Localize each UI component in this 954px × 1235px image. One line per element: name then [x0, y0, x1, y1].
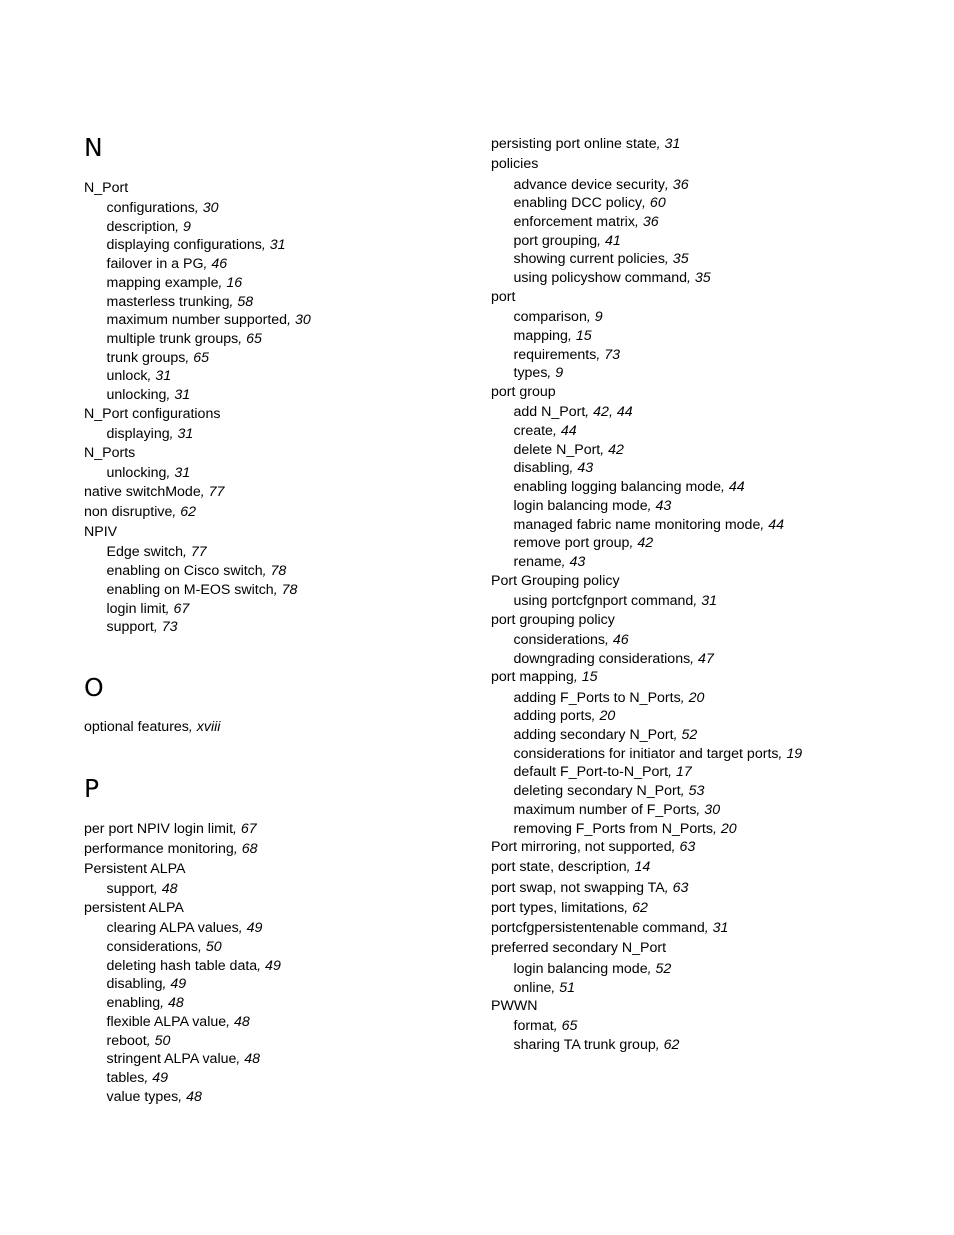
index-letter-heading: N	[84, 133, 103, 162]
page-reference: , 44	[720, 479, 745, 495]
page-reference: , 30	[194, 200, 219, 216]
page-reference: , 17	[668, 764, 692, 780]
index-term: deleting hash table data	[106, 958, 258, 974]
page-reference: , 48	[160, 995, 184, 1011]
index-term: comparison	[513, 309, 587, 325]
page-reference: , 73	[153, 619, 178, 635]
index-term: port swap, not swapping TA	[491, 880, 665, 896]
index-subentry	[107, 1088, 202, 1106]
page-reference: , 31	[169, 426, 194, 442]
index-term: login balancing mode	[513, 961, 648, 977]
index-term: Port Grouping policy	[491, 573, 620, 589]
index-term: reboot	[106, 1033, 147, 1049]
index-subentry	[514, 327, 592, 345]
page-reference: , 48	[226, 1014, 250, 1030]
page-reference: , 73	[596, 347, 620, 363]
page-reference: , 46	[203, 256, 228, 272]
index-subentry	[107, 618, 178, 636]
index-subentry	[514, 553, 586, 571]
index-term: policies	[491, 156, 539, 172]
index-term: multiple trunk groups	[106, 331, 239, 347]
index-term: PWWN	[491, 998, 538, 1014]
index-subentry	[107, 236, 286, 254]
index-entry	[84, 860, 185, 878]
page-reference: , 67	[165, 601, 190, 617]
index-entry	[84, 503, 196, 521]
page-reference: , 19	[778, 746, 803, 762]
index-term: N_Ports	[84, 445, 136, 461]
index-term: tables	[106, 1070, 145, 1086]
index-entry	[84, 444, 135, 462]
page-reference: , 62	[172, 504, 197, 520]
index-subentry	[514, 516, 785, 534]
page-reference: , 48	[236, 1051, 261, 1067]
index-term: login balancing mode	[513, 498, 648, 514]
page-reference: , 52	[673, 727, 698, 743]
page-reference: , 50	[146, 1033, 171, 1049]
index-entry	[491, 919, 728, 937]
page-reference: , 52	[647, 961, 672, 977]
page-reference: , 43	[561, 554, 586, 570]
index-term: masterless trunking	[106, 294, 230, 310]
index-subentry	[107, 1050, 261, 1068]
index-term: sharing TA trunk group	[513, 1037, 656, 1053]
index-term: port mapping	[491, 669, 574, 685]
page-reference: , 49	[238, 920, 263, 936]
index-term: using portcfgnport command	[513, 593, 694, 609]
index-entry	[491, 997, 538, 1015]
index-letter-heading: O	[84, 673, 104, 702]
index-subentry	[514, 459, 594, 477]
index-term: optional features	[84, 719, 189, 735]
index-subentry	[107, 464, 191, 482]
page-reference: , 65	[553, 1018, 578, 1034]
index-term: per port NPIV login limit	[84, 821, 234, 837]
page-reference: , 16	[218, 275, 243, 291]
page-reference: , 31	[166, 387, 191, 403]
index-subentry	[514, 364, 564, 382]
index-term: adding ports	[513, 708, 592, 724]
index-subentry	[514, 1017, 578, 1035]
index-subentry	[514, 1036, 680, 1054]
page-reference: , 62	[624, 900, 648, 916]
page-reference: , 31	[693, 593, 717, 609]
page-reference: , 42	[600, 442, 624, 458]
index-term: unlocking	[106, 387, 167, 403]
index-subentry	[107, 349, 210, 367]
page-reference: , 31	[147, 368, 172, 384]
page-reference: , 67	[233, 821, 257, 837]
index-subentry	[107, 543, 207, 561]
index-term: disabling	[106, 976, 163, 992]
index-term: trunk groups	[106, 350, 186, 366]
index-entry	[491, 155, 538, 173]
page-reference: , 20	[591, 708, 616, 724]
index-term: description	[106, 219, 176, 235]
index-term: adding secondary N_Port	[513, 727, 674, 743]
index-term: considerations for initiator and target ports	[513, 746, 779, 762]
page-reference: , 78	[273, 582, 298, 598]
index-subentry	[514, 650, 714, 668]
index-subentry	[107, 919, 263, 937]
index-term: rename	[513, 554, 562, 570]
index-subentry	[514, 782, 705, 800]
index-subentry	[514, 592, 717, 610]
index-term: persistent ALPA	[84, 900, 184, 916]
index-subentry	[107, 1013, 250, 1031]
index-subentry	[514, 820, 737, 838]
index-subentry	[514, 689, 705, 707]
index-entry	[84, 899, 184, 917]
index-term: considerations	[106, 939, 198, 955]
index-letter-heading: P	[84, 774, 100, 803]
index-term: native switchMode	[84, 484, 201, 500]
page-reference: , 68	[233, 841, 258, 857]
index-subentry	[107, 600, 190, 618]
index-subentry	[514, 213, 659, 231]
page-reference: , 50	[198, 939, 222, 955]
index-entry	[491, 288, 515, 306]
page-reference: , 35	[687, 270, 711, 286]
index-subentry	[107, 311, 311, 329]
index-term: deleting secondary N_Port	[513, 783, 681, 799]
index-entry	[491, 572, 620, 590]
page-reference: , 43	[569, 460, 594, 476]
index-subentry	[514, 232, 621, 250]
page-reference: , 77	[183, 544, 207, 560]
index-subentry	[514, 979, 576, 997]
index-term: considerations	[513, 632, 605, 648]
index-entry	[84, 718, 220, 736]
index-term: online	[513, 980, 552, 996]
index-subentry	[107, 367, 172, 385]
page-reference: , 9	[547, 365, 564, 381]
page-reference: , 62	[655, 1037, 680, 1053]
page-reference: , 9	[175, 219, 191, 235]
index-subentry	[107, 330, 262, 348]
index-term: N_Port configurations	[84, 406, 221, 422]
page-reference: , 65	[238, 331, 262, 347]
index-entry	[491, 879, 688, 897]
index-subentry	[107, 293, 254, 311]
index-subentry	[514, 308, 603, 326]
index-entry	[491, 899, 648, 917]
page-reference: , 15	[573, 669, 598, 685]
index-subentry	[514, 763, 692, 781]
page-reference: , 30	[696, 802, 721, 818]
index-term: non disruptive	[84, 504, 173, 520]
index-term: removing F_Ports from N_Ports	[513, 821, 713, 837]
index-subentry	[514, 250, 689, 268]
index-subentry	[514, 960, 672, 978]
index-term: port types, limitations	[491, 900, 625, 916]
page-reference: , 47	[690, 651, 714, 667]
index-subentry	[514, 478, 745, 496]
index-subentry	[107, 994, 184, 1012]
index-term: add N_Port	[513, 404, 586, 420]
index-subentry	[107, 1032, 171, 1050]
index-term: support	[106, 881, 154, 897]
page-reference: , 48	[153, 881, 178, 897]
index-subentry	[514, 403, 633, 421]
index-term: failover in a PG	[106, 256, 204, 272]
index-term: Edge switch	[106, 544, 183, 560]
index-entry	[491, 611, 615, 629]
index-term: mapping	[513, 328, 568, 344]
index-term: maximum number of F_Ports	[513, 802, 697, 818]
index-subentry	[107, 386, 191, 404]
index-term: port	[491, 289, 516, 305]
page-reference: , 46	[605, 632, 629, 648]
index-term: port group	[491, 384, 556, 400]
index-subentry	[107, 581, 298, 599]
page-reference: , 49	[144, 1070, 169, 1086]
index-term: maximum number supported	[106, 312, 288, 328]
index-entry	[84, 523, 117, 541]
index-entry	[84, 405, 220, 423]
index-subentry	[514, 707, 616, 725]
index-term: persisting port online state	[491, 136, 657, 152]
page-reference: , 36	[664, 177, 689, 193]
index-subentry	[514, 801, 721, 819]
index-entry	[491, 668, 597, 686]
index-term: clearing ALPA values	[106, 920, 239, 936]
page-reference: , 42, 44	[585, 404, 633, 420]
index-subentry	[107, 1069, 169, 1087]
index-term: stringent ALPA value	[106, 1051, 237, 1067]
index-term: advance device security	[513, 177, 665, 193]
index-term: adding F_Ports to N_Ports	[513, 690, 681, 706]
index-subentry	[107, 562, 287, 580]
index-term: preferred secondary N_Port	[491, 940, 667, 956]
index-term: portcfgpersistentenable command	[491, 920, 705, 936]
page-reference: , 77	[200, 484, 225, 500]
index-term: performance monitoring	[84, 841, 234, 857]
index-term: showing current policies	[513, 251, 665, 267]
index-term: create	[513, 423, 553, 439]
index-term: enabling on M-EOS switch	[106, 582, 274, 598]
index-term: port grouping policy	[491, 612, 615, 628]
index-entry	[491, 383, 556, 401]
index-entry	[491, 135, 680, 153]
index-entry	[84, 840, 258, 858]
index-subentry	[514, 176, 689, 194]
page-reference: , 44	[760, 517, 785, 533]
index-term: downgrading considerations	[513, 651, 691, 667]
index-subentry	[107, 425, 194, 443]
index-entry	[84, 179, 128, 197]
index-term: displaying	[106, 426, 170, 442]
index-subentry	[107, 975, 187, 993]
index-subentry	[107, 218, 191, 236]
page-reference: , 63	[671, 839, 696, 855]
page-reference: , 53	[680, 783, 705, 799]
index-entry	[491, 939, 666, 957]
index-term: unlocking	[106, 465, 167, 481]
index-term: delete N_Port	[513, 442, 601, 458]
page-reference: , 44	[552, 423, 577, 439]
index-term: NPIV	[84, 524, 118, 540]
page-reference: , 58	[229, 294, 254, 310]
index-subentry	[514, 745, 803, 763]
page-reference: , 49	[162, 976, 187, 992]
index-term: remove port group	[513, 535, 630, 551]
index-subentry	[107, 274, 243, 292]
index-term: port state, description	[491, 859, 627, 875]
page-reference: , 9	[586, 309, 603, 325]
page-reference: , 30	[287, 312, 311, 328]
page-reference: , 51	[551, 980, 576, 996]
index-term: port grouping	[513, 233, 598, 249]
index-subentry	[107, 938, 222, 956]
index-term: types	[513, 365, 548, 381]
index-term: enabling	[106, 995, 161, 1011]
index-term: Port mirroring, not supported	[491, 839, 672, 855]
index-term: N_Port	[84, 180, 129, 196]
index-entry	[491, 858, 650, 876]
index-subentry	[514, 631, 629, 649]
index-term: mapping example	[106, 275, 219, 291]
index-term: default F_Port-to-N_Port	[513, 764, 669, 780]
index-term: managed fabric name monitoring mode	[513, 517, 761, 533]
index-subentry	[514, 194, 666, 212]
index-subentry	[514, 422, 577, 440]
page-reference: , 14	[626, 859, 651, 875]
index-term: value types	[106, 1089, 179, 1105]
index-term: Persistent ALPA	[84, 861, 186, 877]
page-reference: , 60	[642, 195, 666, 211]
page-reference: , 42	[629, 535, 654, 551]
index-subentry	[107, 255, 228, 273]
index-subentry	[514, 726, 698, 744]
index-term: login limit	[106, 601, 166, 617]
page-reference: , 31	[704, 920, 729, 936]
index-term: using policyshow command	[513, 270, 687, 286]
index-term: enabling DCC policy	[513, 195, 643, 211]
index-subentry	[107, 199, 219, 217]
page-reference: , 41	[597, 233, 621, 249]
page-reference: , 48	[178, 1089, 202, 1105]
page-reference: , xviii	[188, 719, 221, 735]
index-entry	[84, 820, 257, 838]
page-reference: , 49	[257, 958, 281, 974]
page-reference: , 31	[261, 237, 286, 253]
index-subentry	[514, 346, 620, 364]
page-reference: , 65	[185, 350, 210, 366]
page-reference: , 63	[664, 880, 689, 896]
page-reference: , 78	[262, 563, 287, 579]
page-reference: , 20	[712, 821, 737, 837]
index-subentry	[107, 957, 281, 975]
index-term: displaying configurations	[106, 237, 262, 253]
page-reference: , 36	[634, 214, 659, 230]
index-term: enabling logging balancing mode	[513, 479, 721, 495]
index-subentry	[514, 269, 711, 287]
index-term: enforcement matrix	[513, 214, 635, 230]
index-term: configurations	[106, 200, 195, 216]
page-reference: , 31	[166, 465, 191, 481]
page-reference: , 43	[647, 498, 672, 514]
index-subentry	[514, 534, 654, 552]
index-entry	[84, 483, 224, 501]
index-subentry	[514, 497, 672, 515]
index-term: disabling	[513, 460, 570, 476]
index-term: support	[106, 619, 154, 635]
index-term: format	[513, 1018, 554, 1034]
index-term: requirements	[513, 347, 597, 363]
index-term: enabling on Cisco switch	[106, 563, 263, 579]
page-reference: , 20	[680, 690, 705, 706]
index-term: flexible ALPA value	[106, 1014, 227, 1030]
index-entry	[491, 838, 695, 856]
index-subentry	[514, 441, 624, 459]
page-reference: , 15	[567, 328, 592, 344]
page-reference: , 31	[656, 136, 681, 152]
index-term: unlock	[106, 368, 148, 384]
index-subentry	[107, 880, 178, 898]
page-reference: , 35	[664, 251, 689, 267]
